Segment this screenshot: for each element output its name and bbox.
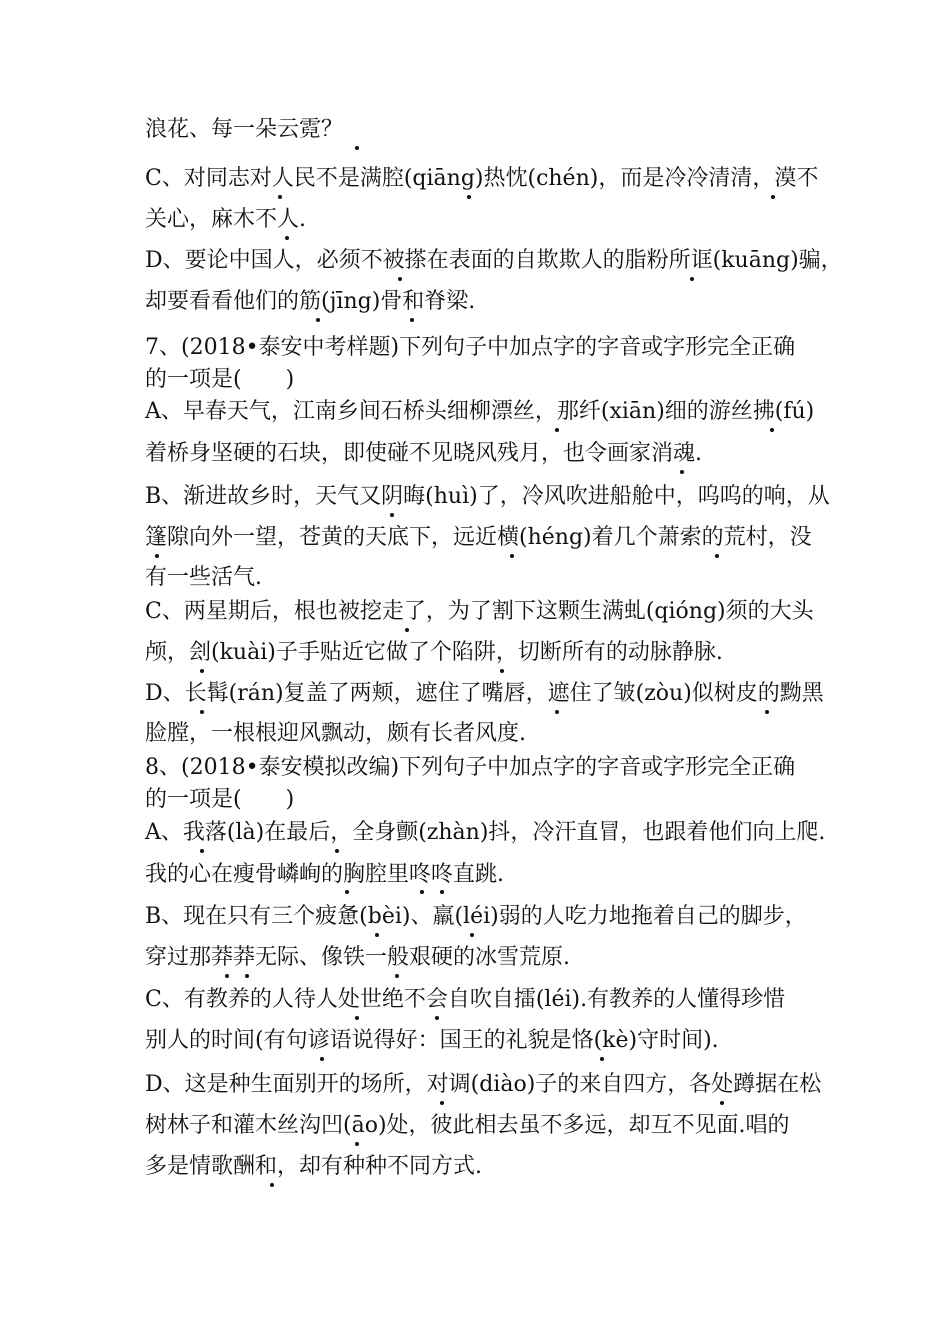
text-line-11: 篷隙向外一望，苍黄的天底下，远近横(héng)着几个萧索的荒村，没 [145, 525, 812, 550]
emphasis-dot [200, 669, 204, 673]
emphasis-dot [278, 195, 282, 199]
emphasis-dot [555, 710, 559, 714]
text-line-1: 浪花、每一朵云霓？ [145, 117, 344, 142]
emphasis-dot [500, 669, 504, 673]
emphasis-dot [345, 890, 349, 894]
emphasis-dot [410, 318, 414, 322]
emphasis-dot [690, 277, 694, 281]
emphasis-dot [200, 849, 204, 853]
text-line-3: 关心，麻木不人. [145, 207, 306, 232]
emphasis-dot [470, 933, 474, 937]
text-line-18: 的一项是( ) [145, 787, 295, 812]
emphasis-dot [245, 974, 249, 978]
text-line-7: 的一项是( ) [145, 367, 295, 392]
emphasis-dot [467, 195, 471, 199]
text-line-25: D、这是种生面别开的场所，对调(diào)子的来自四方，各处蹲据在松 [145, 1072, 822, 1097]
emphasis-dot [770, 428, 774, 432]
emphasis-dot [375, 933, 379, 937]
text-line-20: 我的心在瘦骨嶙峋的胸腔里咚咚直跳. [145, 862, 504, 887]
text-line-15: D、长髯(rán)复盖了两颊，遮住了嘴唇，遮住了皱(zòu)似树皮的黝黑 [145, 681, 824, 706]
emphasis-dot [720, 1101, 724, 1105]
emphasis-dot [355, 1142, 359, 1146]
text-line-21: B、现在只有三个疲惫(bèi)、羸(léi)弱的人吃力地拖着自己的脚步， [145, 904, 807, 929]
emphasis-dot [316, 318, 320, 322]
text-line-5: 却要看看他们的筋(jīng)骨和脊梁. [145, 289, 476, 314]
emphasis-dot [320, 1057, 324, 1061]
emphasis-dot [715, 554, 719, 558]
text-line-4: D、要论中国人，必须不被搽在表面的自欺欺人的脂粉所诓(kuāng)骗， [145, 248, 843, 273]
text-line-27: 多是情歌酬和，却有种种不同方式. [145, 1154, 482, 1179]
emphasis-dot [555, 428, 559, 432]
text-line-8: A、早春天气，江南乡间石桥头细柳漂丝，那纤(xiān)细的游丝拂(fú) [145, 399, 815, 424]
text-line-2: C、对同志对人民不是满腔(qiāng)热忱(chén)，而是冷冷清清，漠不 [145, 166, 819, 191]
emphasis-dot [405, 628, 409, 632]
emphasis-dot [771, 195, 775, 199]
emphasis-dot [335, 849, 339, 853]
text-line-9: 着桥身坚硬的石块，即使碰不见晓风残月，也令画家消魂. [145, 441, 702, 466]
emphasis-dot [355, 1016, 359, 1020]
text-line-24: 别人的时间(有句谚语说得好：国王的礼貌是恪(kè)守时间). [145, 1028, 719, 1053]
emphasis-dot [390, 513, 394, 517]
emphasis-dot [155, 554, 159, 558]
text-line-26: 树林子和灌木丝沟凹(āo)处，彼此相去虽不多远，却互不见面.唱的 [145, 1113, 790, 1138]
text-line-23: C、有教养的人待人处世绝不会自吹自擂(léi).有教养的人懂得珍惜 [145, 987, 786, 1012]
text-line-16: 脸膛，一根根迎风飘动，颇有长者风度. [145, 721, 526, 746]
text-line-13: C、两星期后，根也被挖走了，为了割下这颗生满虬(qióng)须的大头 [145, 599, 814, 624]
text-line-17: 8、(2018•泰安模拟改编)下列句子中加点字的字音或字形完全正确 [145, 755, 796, 780]
text-line-14: 颅，刽(kuài)子手贴近它做了个陷阱，切断所有的动脉静脉. [145, 640, 723, 665]
text-line-22: 穿过那莽莽无际、像铁一般艰硬的冰雪荒原. [145, 945, 570, 970]
emphasis-dot [600, 1057, 604, 1061]
emphasis-dot [420, 890, 424, 894]
emphasis-dot [440, 1101, 444, 1105]
emphasis-dot [285, 236, 289, 240]
emphasis-dot [765, 710, 769, 714]
emphasis-dot [398, 277, 402, 281]
emphasis-dot [200, 710, 204, 714]
text-line-6: 7、(2018•泰安中考样题)下列句子中加点字的字音或字形完全正确 [145, 335, 796, 360]
text-line-12: 有一些活气. [145, 565, 262, 590]
emphasis-dot [510, 554, 514, 558]
emphasis-dot [435, 1016, 439, 1020]
text-line-10: B、渐进故乡时，天气又阴晦(huì)了，冷风吹进船舱中，呜呜的响，从 [145, 484, 830, 509]
emphasis-dot [355, 146, 359, 150]
emphasis-dot [270, 1183, 274, 1187]
emphasis-dot [395, 974, 399, 978]
emphasis-dot [680, 470, 684, 474]
emphasis-dot [225, 974, 229, 978]
emphasis-dot [440, 890, 444, 894]
text-line-19: A、我落(là)在最后，全身颤(zhàn)抖，冷汗直冒，也跟着他们向上爬. [145, 820, 826, 845]
